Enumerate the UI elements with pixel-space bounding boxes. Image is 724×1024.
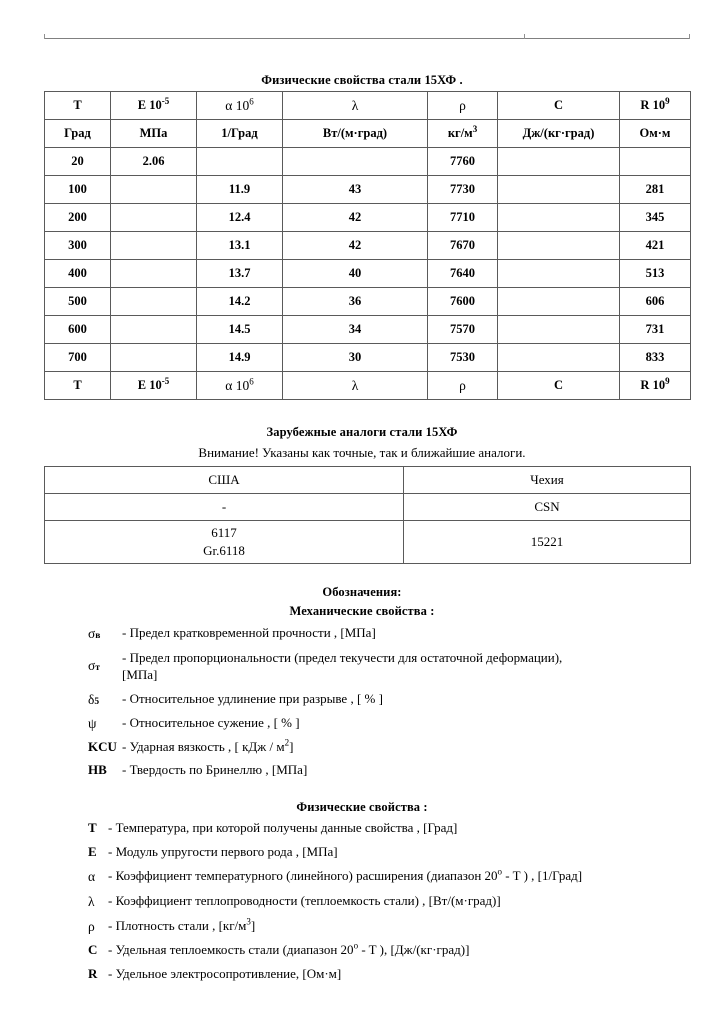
physical-cell-rho: 7710 [428, 204, 498, 232]
physical-definition-text: - Коэффициент температурного (линейного) расширения (диапазон 20$^o$ - T ) , [1/Град] [108, 866, 583, 883]
top-divider-tick-left [44, 34, 45, 39]
physical-symbol-alpha-footer: α $10^6$ [197, 372, 283, 400]
physical-symbol-rho-footer: ρ [428, 372, 498, 400]
physical-definition-symbol: R [88, 966, 98, 982]
table-row [45, 467, 691, 494]
physical-cell-e [111, 260, 197, 288]
table-row [45, 120, 691, 148]
physical-cell-t: 100 [45, 176, 111, 204]
physical-definition-text: - Удельная теплоемкость стали (диапазон 20$^o$ - T ), [Дж/(кг·град)] [108, 941, 470, 958]
physical-definition-symbol: E [88, 843, 97, 859]
table-row [45, 176, 691, 204]
physical-cell-t: 700 [45, 344, 111, 372]
analogues-standard-usa: - [45, 494, 404, 521]
table-row [45, 204, 691, 232]
physical-symbol-lambda-footer: λ [283, 372, 428, 400]
mechanical-definition-text: - Относительное удлинение при разрыве , [ % ] [122, 690, 383, 706]
physical-cell-lambda: 40 [283, 260, 428, 288]
physical-cell-rho: 7730 [428, 176, 498, 204]
legend-mechanical-heading: Механические свойства : [289, 604, 435, 618]
physical-cell-lambda: 34 [283, 316, 428, 344]
physical-cell-r: 345 [620, 204, 691, 232]
physical-cell-r: 513 [620, 260, 691, 288]
physical-cell-t: 300 [45, 232, 111, 260]
physical-symbol-rho-header: ρ [428, 92, 498, 120]
physical-unit-c: Дж/(кг·град) [498, 120, 620, 148]
mechanical-definition-text: - Ударная вязкость , [ кДж / $м^2$] [122, 737, 294, 754]
physical-cell-c [498, 232, 620, 260]
analogues-grade-usa-line2: Gr.6118 [203, 543, 245, 558]
mechanical-definition-symbol: HB [88, 761, 107, 777]
physical-definition-text: - Температура, при которой получены данные свойства , [Град] [108, 820, 458, 835]
table-row [45, 148, 691, 176]
physical-table-caption: Физические свойства стали 15ХФ . [261, 73, 463, 87]
physical-cell-e [111, 232, 197, 260]
physical-cell-r [620, 148, 691, 176]
physical-cell-alpha [197, 148, 283, 176]
physical-unit-lambda: Вт/(м·град) [283, 120, 428, 148]
physical-cell-rho: 7670 [428, 232, 498, 260]
table-row [45, 260, 691, 288]
mechanical-definition-row [88, 691, 688, 709]
legend-title: Обозначения: [322, 585, 402, 599]
physical-cell-e [111, 316, 197, 344]
mechanical-definition-symbol: δ5 [88, 691, 100, 707]
analogues-standard-czech: CSN [404, 494, 691, 521]
physical-cell-rho: 7640 [428, 260, 498, 288]
analogues-grade-czech: 15221 [404, 521, 691, 564]
physical-cell-c [498, 288, 620, 316]
physical-cell-alpha: 14.9 [197, 344, 283, 372]
physical-cell-lambda: 36 [283, 288, 428, 316]
physical-cell-e [111, 204, 197, 232]
physical-properties-table [44, 91, 691, 400]
table-row [45, 521, 691, 564]
physical-cell-t: 600 [45, 316, 111, 344]
mechanical-definition-row [88, 715, 688, 733]
physical-cell-r: 731 [620, 316, 691, 344]
table-row [45, 316, 691, 344]
analogues-header-usa: США [45, 467, 404, 494]
physical-symbol-lambda-header: λ [283, 92, 428, 120]
mechanical-definition-symbol: σв [88, 626, 101, 641]
physical-cell-alpha: 12.4 [197, 204, 283, 232]
table-row [45, 288, 691, 316]
physical-cell-c [498, 316, 620, 344]
physical-symbol-c-header: C [498, 92, 620, 120]
mechanical-definition-row [88, 739, 688, 756]
physical-cell-rho: 7570 [428, 316, 498, 344]
physical-definition-row [88, 893, 688, 911]
table-row [45, 372, 691, 400]
physical-symbol-e-footer: E $10^{-5}$ [111, 372, 197, 400]
table-row [45, 92, 691, 120]
mechanical-definition-text: - Предел пропорциональности (предел текучести для остаточной деформации), [МПа] [122, 649, 563, 683]
physical-symbol-e-header: E $10^{-5}$ [111, 92, 197, 120]
physical-cell-lambda: 30 [283, 344, 428, 372]
physical-cell-e [111, 288, 197, 316]
physical-symbol-r-footer: R $10^9$ [620, 372, 691, 400]
foreign-analogues-table [44, 466, 691, 564]
physical-definition-row [88, 820, 688, 837]
physical-unit-e: МПа [111, 120, 197, 148]
top-divider-line [44, 38, 690, 39]
physical-cell-e: 2.06 [111, 148, 197, 176]
mechanical-definition-symbol: σт [88, 658, 100, 674]
physical-cell-c [498, 176, 620, 204]
mechanical-definitions-list [88, 625, 688, 785]
top-divider-tick-middle [524, 34, 525, 39]
mechanical-definition-symbol: ψ [88, 715, 97, 731]
mechanical-definition-row [88, 625, 688, 643]
physical-definition-symbol: α [88, 868, 96, 884]
table-row [45, 232, 691, 260]
mechanical-definition-text: - Относительное сужение , [ % ] [122, 714, 300, 730]
analogues-table-note: Внимание! Указаны как точные, так и ближайшие аналоги. [198, 445, 526, 460]
physical-definition-text: - Плотность стали , $[кг/м^3]$ [108, 916, 256, 933]
physical-cell-r: 606 [620, 288, 691, 316]
physical-symbol-r-header: R $10^9$ [620, 92, 691, 120]
physical-definition-symbol: λ [88, 893, 95, 909]
physical-symbol-t-footer: T [45, 372, 111, 400]
physical-unit-r: Ом·м [620, 120, 691, 148]
physical-cell-t: 20 [45, 148, 111, 176]
physical-cell-c [498, 204, 620, 232]
top-divider-tick-right [689, 34, 690, 39]
physical-cell-alpha: 14.5 [197, 316, 283, 344]
physical-definition-row [88, 918, 688, 936]
table-row [45, 494, 691, 521]
physical-definition-symbol: T [88, 820, 97, 835]
physical-cell-alpha: 11.9 [197, 176, 283, 204]
physical-definition-row [88, 942, 688, 959]
physical-cell-t: 500 [45, 288, 111, 316]
physical-definition-text: - Модуль упругости первого рода , [МПа] [108, 843, 338, 859]
physical-cell-c [498, 260, 620, 288]
physical-definition-text: - Коэффициент теплопроводности (теплоемкость стали) , [Вт/(м·град)] [108, 892, 501, 908]
physical-definition-row [88, 844, 688, 861]
physical-definitions-list [88, 820, 688, 990]
analogues-grade-usa [45, 521, 404, 564]
physical-cell-lambda: 43 [283, 176, 428, 204]
physical-cell-c [498, 344, 620, 372]
physical-cell-alpha: 14.2 [197, 288, 283, 316]
physical-unit-t: Град [45, 120, 111, 148]
analogues-table-caption: Зарубежные аналоги стали 15ХФ [266, 425, 458, 439]
mechanical-definition-symbol: KCU [88, 738, 117, 754]
physical-cell-r: 833 [620, 344, 691, 372]
mechanical-definition-row [88, 762, 688, 779]
analogues-grade-usa-line1: 6117 [211, 525, 237, 541]
mechanical-definition-text: - Предел кратковременной прочности , [МПа] [122, 625, 376, 640]
physical-cell-lambda: 42 [283, 232, 428, 260]
physical-definition-text: - Удельное электросопротивление, [Ом·м] [108, 966, 342, 982]
physical-cell-r: 421 [620, 232, 691, 260]
top-divider-rule [44, 34, 690, 40]
physical-cell-lambda [283, 148, 428, 176]
physical-definition-row [88, 966, 688, 983]
physical-unit-rho: $кг/м^3$ [428, 120, 498, 148]
physical-cell-alpha: 13.1 [197, 232, 283, 260]
physical-cell-t: 200 [45, 204, 111, 232]
physical-symbol-alpha-header: α $10^6$ [197, 92, 283, 120]
physical-cell-r: 281 [620, 176, 691, 204]
physical-symbol-t-header: T [45, 92, 111, 120]
physical-cell-rho: 7760 [428, 148, 498, 176]
legend-physical-heading: Физические свойства : [296, 800, 428, 814]
physical-cell-t: 400 [45, 260, 111, 288]
physical-cell-e [111, 176, 197, 204]
physical-cell-c [498, 148, 620, 176]
physical-cell-alpha: 13.7 [197, 260, 283, 288]
physical-definition-row [88, 868, 688, 886]
table-row [45, 344, 691, 372]
physical-cell-rho: 7600 [428, 288, 498, 316]
analogues-header-czech: Чехия [404, 467, 691, 494]
physical-cell-lambda: 42 [283, 204, 428, 232]
mechanical-definition-row [88, 649, 688, 684]
physical-cell-rho: 7530 [428, 344, 498, 372]
physical-symbol-c-footer: C [498, 372, 620, 400]
physical-cell-e [111, 344, 197, 372]
physical-unit-alpha: 1/Град [197, 120, 283, 148]
physical-definition-symbol: C [88, 942, 98, 958]
physical-definition-symbol: ρ [88, 918, 95, 934]
mechanical-definition-text: - Твердость по Бринеллю , [МПа] [122, 761, 308, 777]
